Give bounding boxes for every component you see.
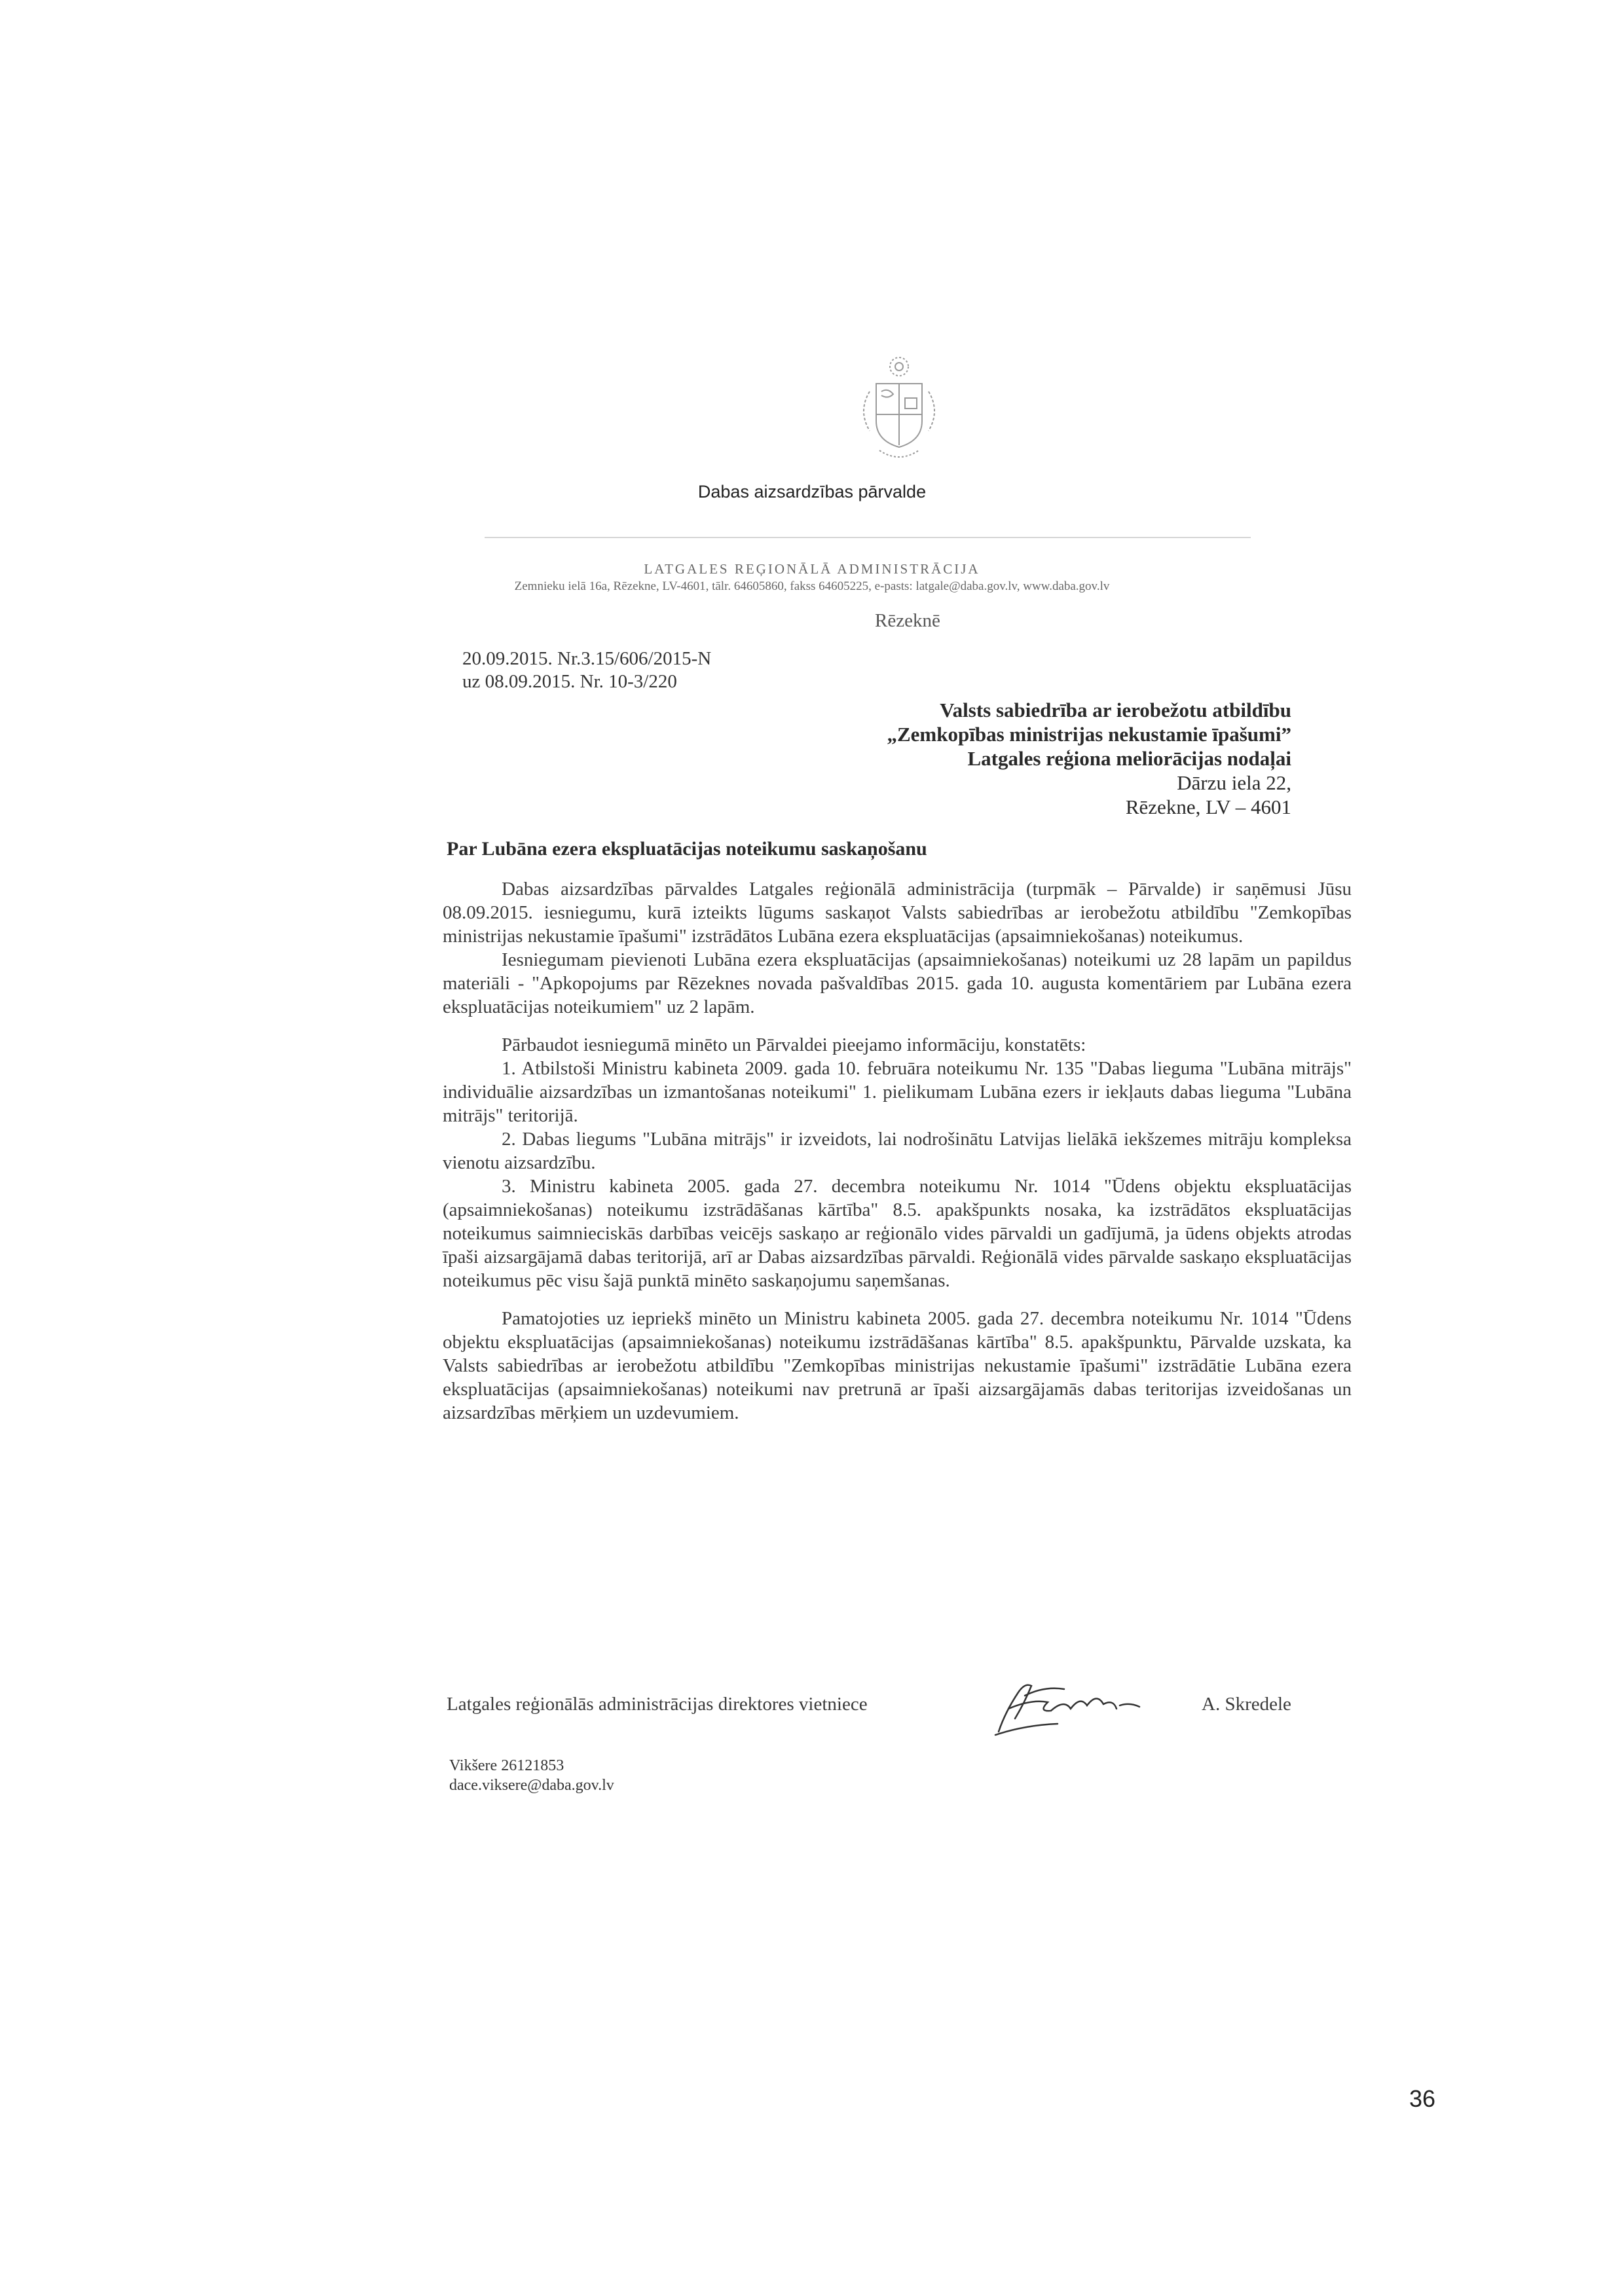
addressee-line-3: Latgales reģiona meliorācijas nodaļai [967,747,1291,770]
letterhead-divider [485,537,1251,538]
reply-reference: uz 08.09.2015. Nr. 10-3/220 [462,671,677,692]
body-paragraph: Pamatojoties uz iepriekš minēto un Ministru kabineta 2005. gada 27. decembra noteikumu Nr. 1014 "Ūdens objektu ekspluatācijas (apsaimniekošanas) noteikumu izstrādāšanas kārtība" 8.5. apakšpunktu, Pārvalde uzskata, ka Valsts sabiedrības ar ierobežotu atbildību "Zemkopības ministrijas nekustamie īpašumi" izstrādātie Lubāna ezera ekspluatācijas (apsaimniekošanas) noteikumi nav pretrunā ar īpaši aizsargājamās dabas teritorijas izveidošanas un aizsardzības mērķiem un uzdevumiem. [443,1308,1352,1423]
addressee-line-5: Rēzekne, LV – 4601 [1125,795,1291,818]
letter-body [443,877,1352,1425]
letterhead-title: LATGALES REĢIONĀLĀ ADMINISTRĀCIJA [644,561,980,577]
addressee-line-4: Dārzu iela 22, [1177,771,1291,794]
addressee-block [887,698,1291,819]
body-paragraph: 2. Dabas liegums "Lubāna mitrājs" ir izveidots, lai nodrošinātu Latvijas lielākā iekšzemes mitrāju kompleksa vienotu aizsardzību. [443,1129,1352,1173]
reference-number: 20.09.2015. Nr.3.15/606/2015-N [462,648,712,669]
contact-person: Vikšere 26121853 [449,1757,564,1774]
subject-line: Par Lubāna ezera ekspluatācijas noteikumu saskaņošanu [447,838,927,860]
coat-of-arms-emblem [850,352,948,470]
body-paragraph: 3. Ministru kabineta 2005. gada 27. decembra noteikumu Nr. 1014 "Ūdens objektu ekspluatācijas (apsaimniekošanas) noteikumu izstrādāšanas kārtība" 8.5. apakšpunkts nosaka, ka izstrādātos ekspluatācijas noteikumus saimnieciskās darbības veicējs saskaņo ar reģionālo vides pārvaldi un gadījumā, ja ūdens objekts atrodas īpaši aizsargājamā dabas teritorijā, arī ar Dabas aizsardzības pārvaldi. Reģionālā vides pārvalde saskaņo ekspluatācijas noteikumus pēc visu šajā punktā minēto saskaņojumu saņemšanas. [443,1176,1352,1291]
city: Rēzeknē [875,610,940,631]
contact-email: dace.viksere@daba.gov.lv [449,1777,614,1794]
letterhead-contacts: Zemnieku ielā 16a, Rēzekne, LV-4601, tālr. 64605860, fakss 64605225, e-pasts: latgale@daba.gov.lv, www.daba.gov.lv [514,579,1110,593]
handwritten-signature [986,1673,1162,1738]
addressee-line-1: Valsts sabiedrība ar ierobežotu atbildību [940,699,1291,721]
body-paragraph: Dabas aizsardzības pārvaldes Latgales reģionālā administrācija (turpmāk – Pārvalde) ir saņēmusi Jūsu 08.09.2015. iesniegumu, kurā izteikts lūgums saskaņot Valsts sabiedrības ar ierobežotu atbildību "Zemkopības ministrijas nekustamie īpašumi" izstrādātos Lubāna ezera ekspluatācijas (apsaimniekošanas) noteikumus. [443,879,1352,947]
addressee-line-2: „Zemkopības ministrijas nekustamie īpašumi” [887,723,1291,746]
signer-name: A. Skredele [1202,1694,1291,1715]
agency-name: Dabas aizsardzības pārvalde [697,482,927,501]
body-paragraph: Iesniegumam pievienoti Lubāna ezera ekspluatācijas (apsaimniekošanas) noteikumi uz 28 lapām un papildus materiāli - "Apkopojums par Rēzeknes novada pašvaldības 2015. gada 10. augusta komentāriem par Lubāna ezera ekspluatācijas noteikumiem" uz 2 lapām. [443,949,1352,1017]
page-number: 36 [1409,2085,1435,2112]
signer-position: Latgales reģionālās administrācijas direktores vietniece [447,1694,868,1715]
body-paragraph: Pārbaudot iesniegumā minēto un Pārvaldei pieejamo informāciju, konstatēts: [502,1034,1086,1055]
body-paragraph: 1. Atbilstoši Ministru kabineta 2009. gada 10. februāra noteikumu Nr. 135 "Dabas lieguma "Lubāna mitrājs" individuālie aizsardzības un izmantošanas noteikumi" 1. pielikumam Lubāna ezers ir iekļauts dabas lieguma "Lubāna mitrājs" teritorijā. [443,1058,1352,1126]
